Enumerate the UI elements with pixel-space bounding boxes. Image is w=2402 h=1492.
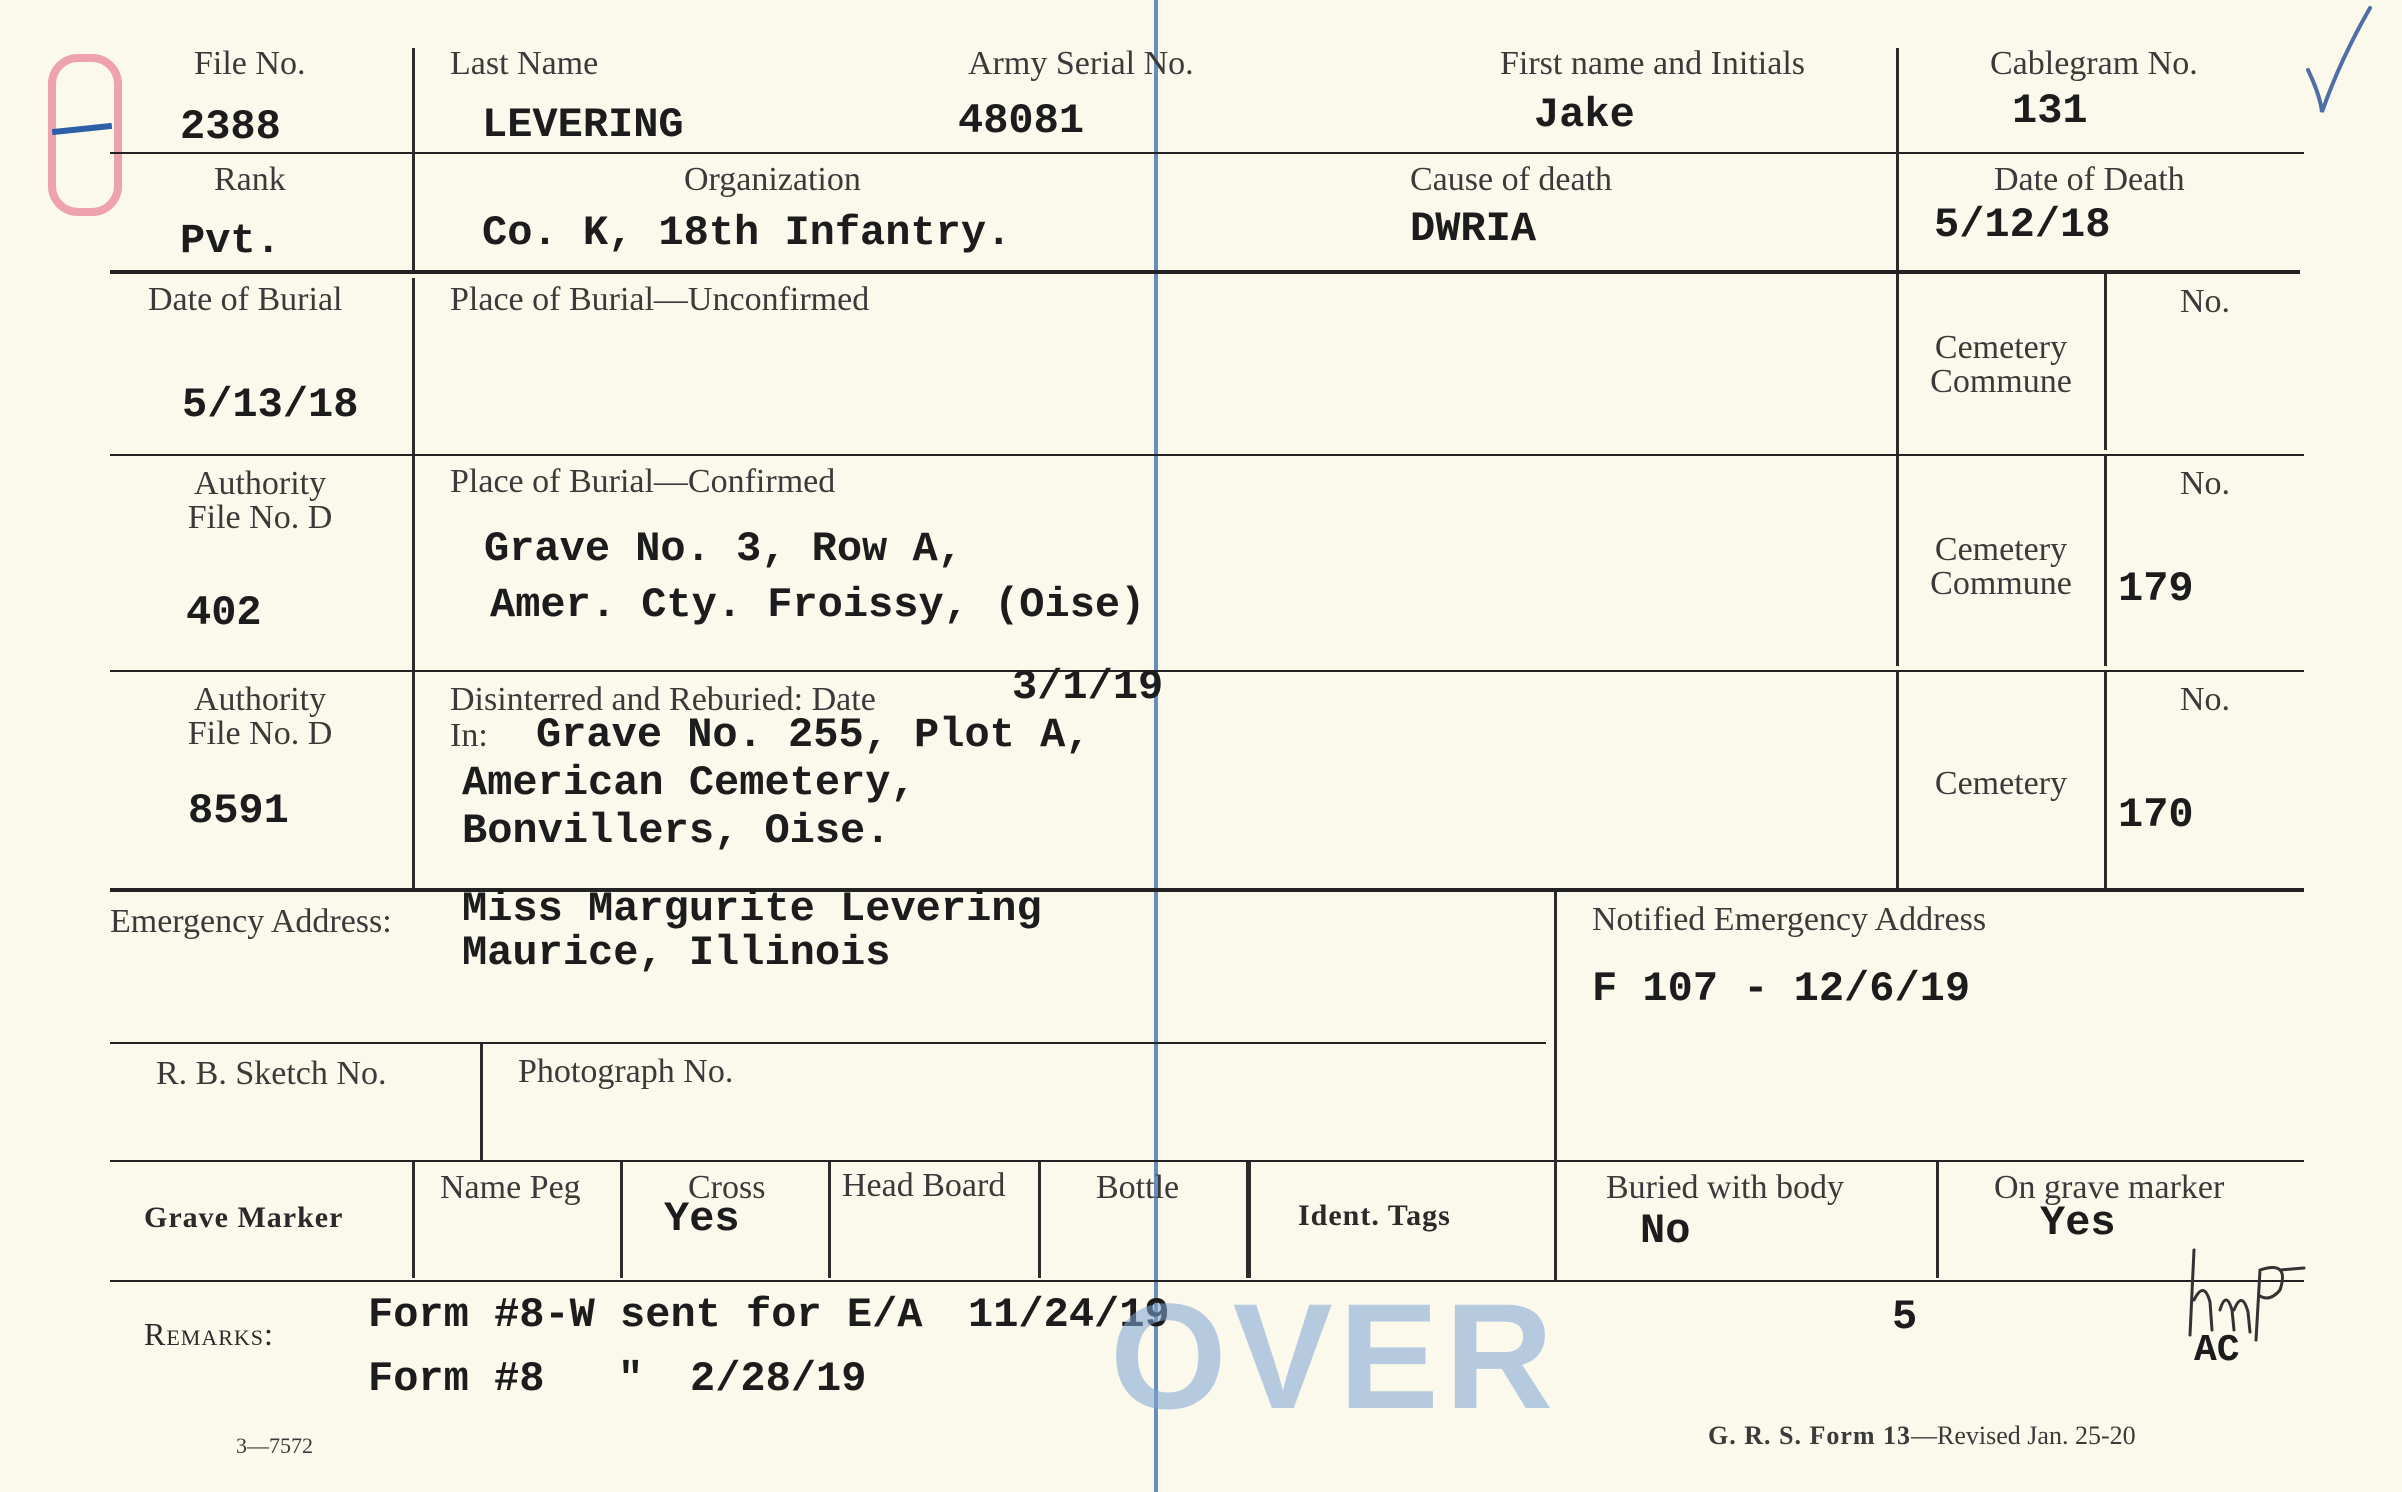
army-serial-label: Army Serial No. xyxy=(968,45,1194,82)
commune-label-2: Commune xyxy=(1930,565,2072,602)
buried-with-label: Buried with body xyxy=(1606,1169,1844,1206)
grave-marker-label: Grave Marker xyxy=(144,1201,344,1234)
place-confirmed-label: Place of Burial—Confirmed xyxy=(450,463,836,500)
cross-label: Cross xyxy=(688,1169,766,1206)
rule-rank-row xyxy=(110,270,2300,274)
first-name-value: Jake xyxy=(1534,91,1635,139)
authority-label-b: Authority xyxy=(193,681,327,718)
authority-value-b: 8591 xyxy=(188,787,289,835)
authority-label-a: Authority xyxy=(193,465,327,502)
emergency-line-2: Maurice, Illinois xyxy=(462,929,891,977)
disinterred-label: Disinterred and Reburied: Date xyxy=(450,681,876,718)
cemetery-label-2: Cemetery xyxy=(1934,531,2068,568)
rule-unconfirmed xyxy=(110,454,2304,456)
cause-label: Cause of death xyxy=(1410,161,1613,198)
cemetery-label-1: Cemetery xyxy=(1934,329,2068,366)
form-revised: —Revised Jan. 25-20 xyxy=(1911,1421,2136,1450)
vrule-6 xyxy=(412,456,415,670)
remark-line-2a: Form #8 xyxy=(368,1355,545,1403)
cemetery-label-3: Cemetery xyxy=(1934,765,2068,802)
vrule-1 xyxy=(412,48,415,270)
last-name-label: Last Name xyxy=(450,45,599,82)
organization-label: Organization xyxy=(684,161,861,198)
vrule-11 xyxy=(2104,672,2107,888)
on-marker-value: Yes xyxy=(2040,1199,2116,1247)
first-name-label: First name and Initials xyxy=(1500,45,1806,82)
authority-file-label-a: File No. D xyxy=(187,499,333,536)
vrule-10 xyxy=(2104,456,2107,666)
remark-ac: AC xyxy=(2194,1329,2240,1372)
rule-header xyxy=(110,152,2304,154)
in-label: In: xyxy=(450,717,488,754)
commune-label-1: Commune xyxy=(1930,363,2072,400)
vrule-18 xyxy=(828,1162,831,1278)
vrule-7 xyxy=(412,672,415,888)
authority-file-label-b: File No. D xyxy=(187,715,333,752)
cablegram-value: 131 xyxy=(2012,87,2088,135)
vrule-3 xyxy=(412,278,415,454)
vrule-20 xyxy=(1246,1162,1251,1278)
vrule-15 xyxy=(480,1044,483,1160)
rule-reburied xyxy=(110,888,2304,892)
pink-crayon-mark xyxy=(48,54,122,216)
no-label-2: No. xyxy=(2180,465,2231,502)
vrule-21 xyxy=(1554,1162,1557,1278)
remarks-label: Remarks: xyxy=(144,1316,274,1352)
authority-value-a: 402 xyxy=(186,589,262,637)
rule-confirmed xyxy=(110,670,2304,672)
remark-line-2b: " xyxy=(618,1355,644,1403)
rank-value: Pvt. xyxy=(180,217,281,265)
remark-count: 5 xyxy=(1892,1293,1918,1341)
vrule-22 xyxy=(1936,1162,1939,1278)
no-label-1: No. xyxy=(2180,283,2231,320)
bottle-label: Bottle xyxy=(1096,1169,1180,1206)
cross-value: Yes xyxy=(664,1195,740,1243)
reburied-line-2: American Cemetery, xyxy=(462,759,916,807)
vrule-9 xyxy=(1896,672,1899,888)
reburied-line-3: Bonvillers, Oise. xyxy=(462,807,891,855)
confirmed-line-1: Grave No. 3, Row A, xyxy=(484,525,963,573)
last-name-value: LEVERING xyxy=(482,101,684,149)
handwritten-initials-icon xyxy=(2180,1240,2340,1350)
remark-line-2c: 2/28/19 xyxy=(690,1355,867,1403)
on-marker-label: On grave marker xyxy=(1994,1169,2225,1206)
name-peg-label: Name Peg xyxy=(440,1169,581,1206)
sketch-label: R. B. Sketch No. xyxy=(156,1055,387,1092)
rule-emergency xyxy=(110,1042,1546,1044)
confirmed-line-2: Amer. Cty. Froissy, (Oise) xyxy=(490,581,1146,629)
notified-value: F 107 - 12/6/19 xyxy=(1592,965,1971,1013)
date-death-value: 5/12/18 xyxy=(1934,201,2111,249)
notified-label: Notified Emergency Address xyxy=(1592,901,1987,938)
emergency-label: Emergency Address: xyxy=(110,903,392,940)
organization-value: Co. K, 18th Infantry. xyxy=(482,209,1012,257)
form-code: 3—7572 xyxy=(236,1433,313,1458)
buried-with-value: No xyxy=(1640,1207,1691,1255)
check-mark-icon xyxy=(2300,0,2390,130)
file-no-value: 2388 xyxy=(180,103,281,151)
emergency-line-1: Miss Margurite Levering xyxy=(462,885,1042,933)
cause-value: DWRIA xyxy=(1410,205,1537,253)
date-death-label: Date of Death xyxy=(1994,161,2185,198)
photo-label: Photograph No. xyxy=(518,1053,734,1090)
file-no-label: File No. xyxy=(194,45,306,82)
reburied-no-value: 170 xyxy=(2118,791,2194,839)
vrule-16 xyxy=(412,1162,415,1278)
form-name: G. R. S. Form 13 xyxy=(1708,1421,1912,1450)
remark-line-1b: 11/24/19 xyxy=(968,1291,1170,1339)
date-burial-value: 5/13/18 xyxy=(182,381,359,429)
over-stamp: OVER xyxy=(1110,1272,1560,1440)
form-footer xyxy=(1708,1422,2136,1449)
army-serial-value: 48081 xyxy=(958,97,1085,145)
vrule-8 xyxy=(1896,456,1899,666)
reburied-date-value: 3/1/19 xyxy=(1012,663,1164,711)
place-unconfirmed-label: Place of Burial—Unconfirmed xyxy=(450,281,870,318)
head-board-label: Head Board xyxy=(842,1167,1006,1204)
vrule-2 xyxy=(1896,48,1899,270)
vrule-13 xyxy=(2104,274,2107,450)
vrule-19 xyxy=(1038,1162,1041,1278)
blue-pencil-line xyxy=(1154,0,1158,1492)
date-burial-label: Date of Burial xyxy=(148,281,343,318)
ident-tags-label: Ident. Tags xyxy=(1298,1199,1451,1232)
vrule-12 xyxy=(1896,274,1899,450)
rank-label: Rank xyxy=(214,161,286,198)
reburied-line-1: Grave No. 255, Plot A, xyxy=(536,711,1091,759)
no-label-3: No. xyxy=(2180,681,2231,718)
rule-sketch xyxy=(110,1160,2304,1162)
confirmed-no-value: 179 xyxy=(2118,565,2194,613)
vrule-17 xyxy=(620,1162,623,1278)
cablegram-label: Cablegram No. xyxy=(1990,45,2198,82)
remark-line-1a: Form #8-W sent for E/A xyxy=(368,1291,923,1339)
